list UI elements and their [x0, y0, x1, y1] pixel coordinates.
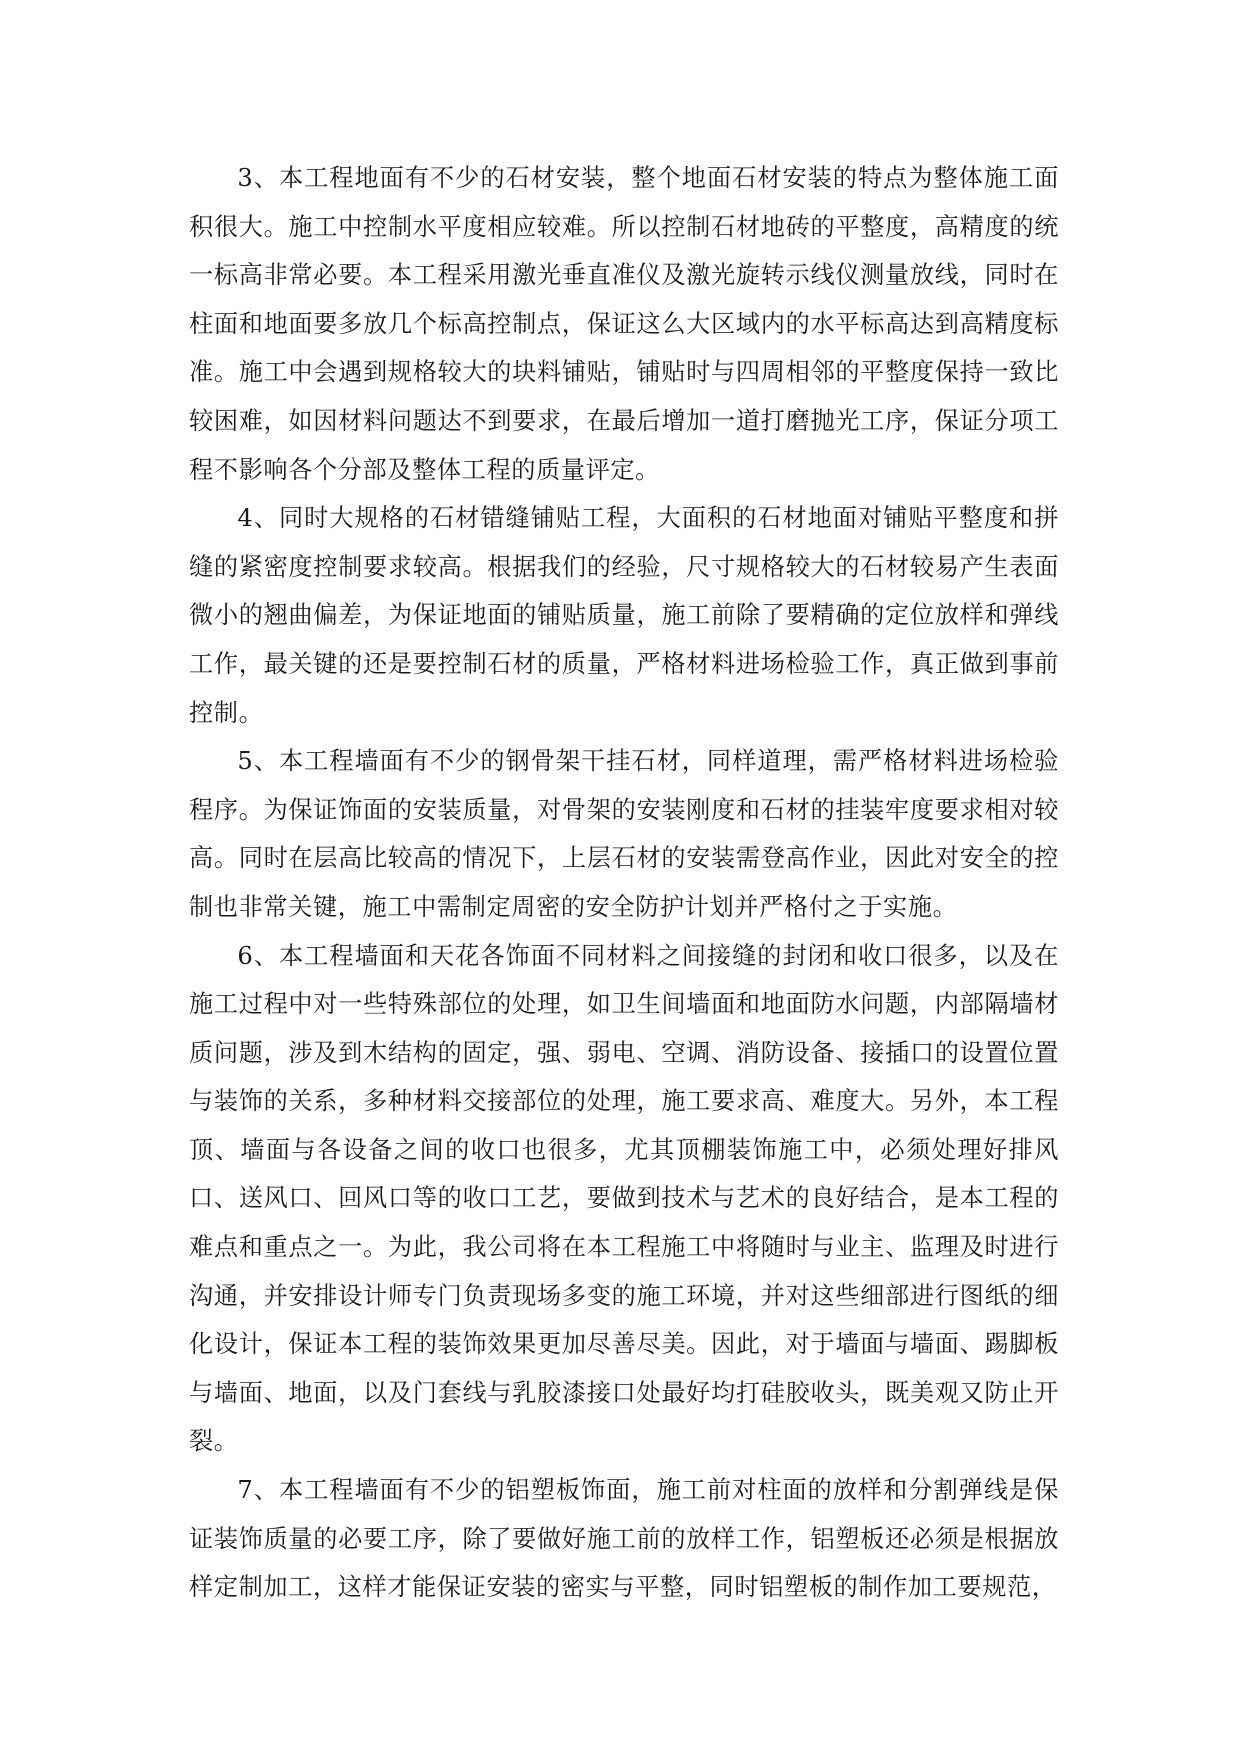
paragraph-6-joints-and-edges: 6、本工程墙面和天花各饰面不同材料之间接缝的封闭和收口很多，以及在施工过程中对一些特殊部位的处理，如卫生间墙面和地面防水问题，内部隔墙材质问题，涉及到木结构的固定，强、弱电、空调、消防设备、接插口的设置位置与装饰的关系，多种材料交接部位的处理，施工要求高、难度大。另外，本工程顶、墙面与各设备之间的收口也很多，尤其顶棚装饰施工中，必须处理好排风口、送风口、回风口等的收口工艺，要做到技术与艺术的良好结合，是本工程的难点和重点之一。为此，我公司将在本工程施工中将随时与业主、监理及时进行沟通，并安排设计师专门负责现场多变的施工环境，并对这些细部进行图纸的细化设计，保证本工程的装饰效果更加尽善尽美。因此，对于墙面与墙面、踢脚板与墙面、地面，以及门套线与乳胶漆接口处最好均打硅胶收头，既美观又防止开裂。: [189, 941, 1059, 1456]
paragraph-5-dry-hung-stone: 5、本工程墙面有不少的钢骨架干挂石材，同样道理，需严格材料进场检验程序。为保证饰面的安装质量，对骨架的安装刚度和石材的挂装牢度要求相对较高。同时在层高比较高的情况下，上层石材的安装需登高作业，因此对安全的控制也非常关键，施工中需制定周密的安全防护计划并严格付之于实施。: [189, 747, 1059, 921]
paragraph-3-stone-floor: 3、本工程地面有不少的石材安装，整个地面石材安装的特点为整体施工面积很大。施工中控制水平度相应较难。所以控制石材地砖的平整度，高精度的统一标高非常必要。本工程采用激光垂直准仪及激光旋转示线仪测量放线，同时在柱面和地面要多放几个标高控制点，保证这么大区域内的水平标高达到高精度标准。施工中会遇到规格较大的块料铺贴，铺贴时与四周相邻的平整度保持一致比较困难，如因材料问题达不到要求，在最后增加一道打磨抛光工序，保证分项工程不影响各个分部及整体工程的质量评定。: [189, 164, 1059, 484]
paragraph-4-staggered-paving: 4、同时大规格的石材错缝铺贴工程，大面积的石材地面对铺贴平整度和拼缝的紧密度控制要求较高。根据我们的经验，尺寸规格较大的石材较易产生表面微小的翘曲偏差，为保证地面的铺贴质量，施工前除了要精确的定位放样和弹线工作，最关键的还是要控制石材的质量，严格材料进场检验工作，真正做到事前控制。: [189, 504, 1059, 727]
body-text: [189, 154, 1059, 1612]
paragraph-7-aluminum-panels: 7、本工程墙面有不少的铝塑板饰面，施工前对柱面的放样和分割弹线是保证装饰质量的必要工序，除了要做好施工前的放样工作，铝塑板还必须是根据放样定制加工，这样才能保证安装的密实与平整，同时铝塑板的制作加工要规范，: [189, 1476, 1059, 1602]
